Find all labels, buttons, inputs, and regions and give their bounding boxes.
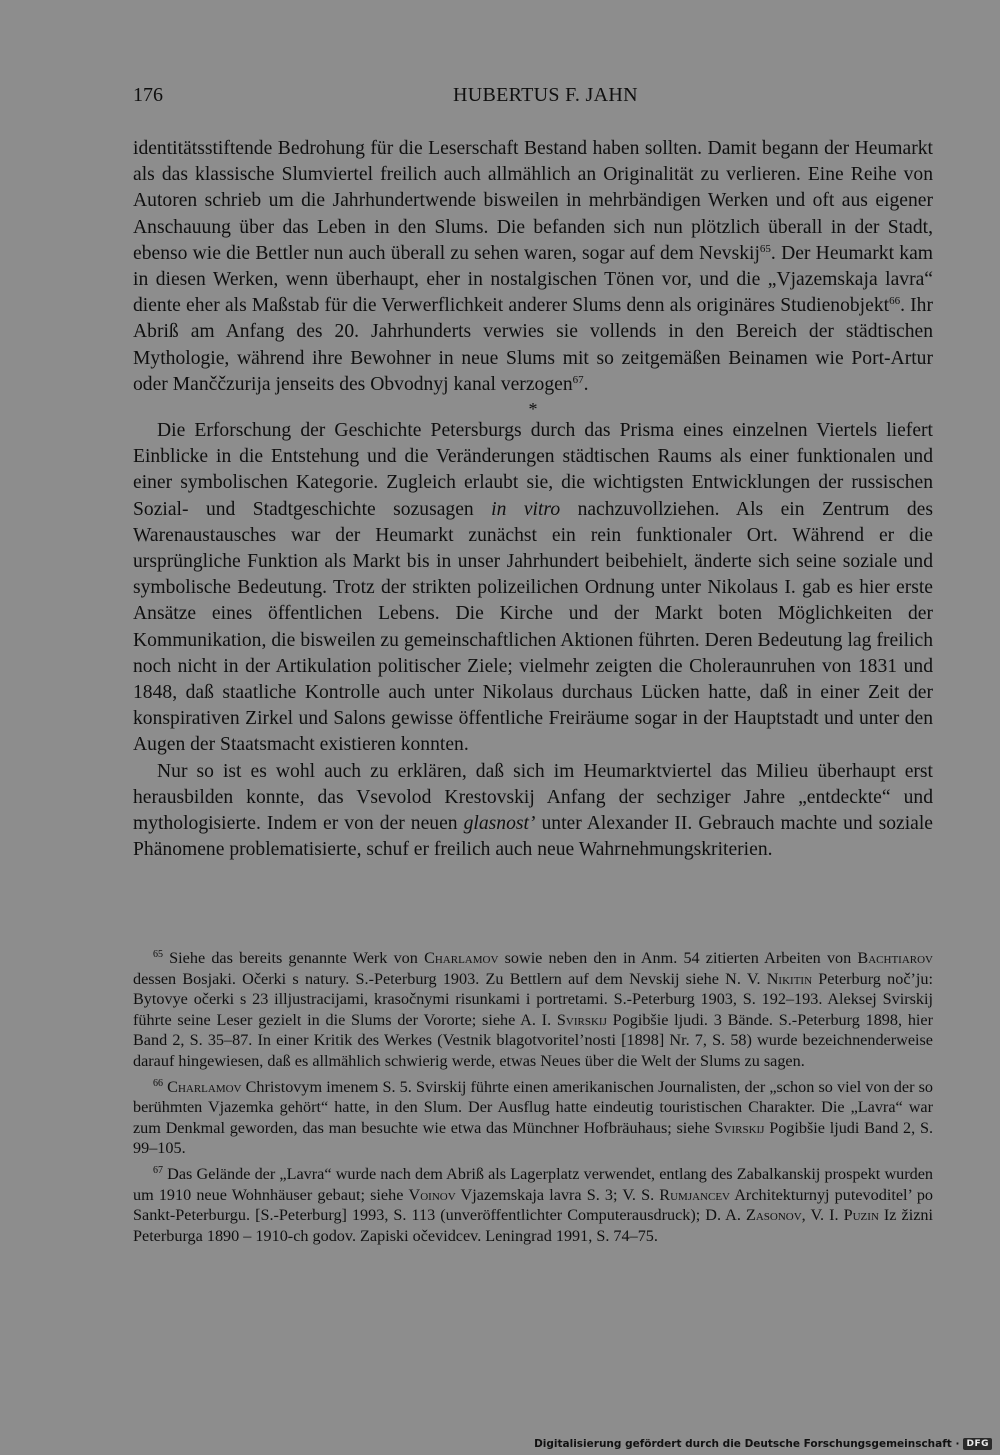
paragraph-1: identitätsstiftende Bedrohung für die Leserschaft Bestand haben sollten. Damit begann der Heumarkt als das klassische Slumviertel freilich auch allmählich an Originalität zu verlieren. Eine Reihe von Autoren schrieb um die Jahrhundertwende bisweilen in mehrbändigen Werken und oft aus eigener Anschauung über das Leben in den Slums. Die befanden sich nun plötzlich überall in der Stadt, ebenso wie die Bettler nun auch überall zu sehen waren, sogar auf dem Nevskij$^{65}$. Der Heumarkt kam in diesen Werken, wenn überhaupt, eher in nostalgischen Tönen vor, und die „Vjazemskaja lavra“ diente eher als Maßstab für die Verwerflichkeit anderer Slums denn als originäres Studienobjekt$^{66}$. Ihr Abriß am Anfang des 20. Jahrhunderts verwies sie vollends in den Bereich der städtischen Mythologie, während ihre Bewohner in neue Slums mit so zeitgemäßen Beinamen wie Port-Artur oder Manččzurija jenseits des Obvodnyj kanal verzogen$^{67}$. (133, 138, 934, 395)
dfg-banner (534, 1436, 992, 1452)
dfg-banner-text: Digitalisierung gefördert durch die Deutsche Forschungsgemeinschaft · (534, 1438, 960, 1450)
footnote-ref-66[interactable]: 66 (889, 295, 901, 308)
paragraph-2: Die Erforschung der Geschichte Petersburgs durch das Prisma eines einzelnen Viertels liefert Einblicke in die Entstehung und die Veränderungen städtischen Raums als einer funktionalen und einer symbolischen Kategorie. Zugleich erlaubt sie, die wichtigsten Entwicklungen der russischen Sozial- und Stadtgeschichte sozusagen in vitro nachzuvollziehen. Als ein Zentrum des Warenaustausches war der Heumarkt zunächst ein rein funktionaler Ort. Während er die ursprüngliche Funktion als Markt bis in unser Jahrhundert beibehielt, änderte sich seine soziale und symbolische Bedeutung. Trotz der strikten polizeilichen Ordnung unter Nikolaus I. gab es hier erste Ansätze eines öffentlichen Lebens. Die Kirche und der Markt boten Möglichkeiten der Kommunikation, die bisweilen zu gemeinschaftlichen Aktionen führten. Deren Bedeutung lag freilich noch nicht in der Artikulation politischer Ziele; vielmehr zeigten die Choleraunruhen von 1831 und 1848, daß staatliche Kontrolle auch unter Nikolaus durchaus Lücken hatte, daß in einer Zeit der konspirativen Zirkel und Salons gewisse öffentliche Freiräume sogar in der Hauptstadt und unter den Augen der Staatsmacht existieren konnten. (133, 420, 933, 756)
page-header (133, 84, 933, 114)
footnote-66: $^{66}$ Charlamov Christovym imenem S. 5. Svirskij führte einen amerikanischen Journalisten, der „schon so viel von der so berühmten Vjazemka gehört“ hatte, in den Slum. Der Ausflug hatte eindeutig touristischen Charakter. Die „Lavra“ war zum Denkmal geworden, das man besuchte wie etwa das Münchner Hofbräuhaus; siehe Svirskij Pogibšie ljudi Band 2, S. 99–105. (133, 1077, 933, 1158)
section-separator: * (528, 399, 538, 420)
body-text (133, 136, 933, 863)
paragraph-3: Nur so ist es wohl auch zu erklären, daß sich im Heumarktviertel das Milieu überhaupt erst herausbilden konnte, das Vsevolod Krestovskij Anfang der sechziger Jahre „entdeckte“ und mythologisierte. Indem er von der neuen glasnost’ unter Alexander II. Gebrauch machte und soziale Phänomene problematisierte, schuf er freilich auch neue Wahrnehmungskriterien. (133, 760, 934, 861)
running-head: HUBERTUS F. JAHN (453, 84, 638, 106)
page-number: 176 (133, 84, 163, 106)
footnote-ref-65[interactable]: 65 (759, 242, 771, 255)
dfg-logo-icon: DFG (963, 1438, 992, 1450)
footnote-67: $^{67}$ Das Gelände der „Lavra“ wurde nach dem Abriß als Lagerplatz verwendet, entlang des Zabalkanskij prospekt wurden um 1910 neue Wohnhäuser gebaut; siehe Voinov Vjazemskaja lavra S. 3; V. S. Rumjancev Architekturnyj putevoditel’ po Sankt-Peterburgu. [S.-Peterburg] 1993, S. 113 (unveröffentlichter Computerausdruck); D. A. Zasonov, V. I. Puzin Iz žizni Peterburga 1890 – 1910-ch godov. Zapiski očevidcev. Leningrad 1991, S. 74–75. (133, 1164, 934, 1245)
footnote-65: $^{65}$ Siehe das bereits genannte Werk von Charlamov sowie neben den in Anm. 54 zitierten Arbeiten von Bachtiarov dessen Bosjaki. Očerki s natury. S.-Peterburg 1903. Zu Bettlern auf dem Nevskij siehe N. V. Nikitin Peterburg noč’ju: Bytovye očerki s 23 illjustracijami, krasočnymi risunkami i portretami. S.-Peterburg 1903, S. 192–193. Aleksej Svirskij führte seine Leser gezielt in die Slums der Vororte; siehe A. I. Svirskij Pogibšie ljudi. 3 Bände. S.-Peterburg 1898, hier Band 2, S. 35–87. In einer Kritik des Werkes (Vestnik blagotvoritel’nosti [1898] Nr. 7, S. 58) wurde bezeichnenderweise darauf hingewiesen, daß es allmählich schwierig werde, etwas Neues über die Welt der Slums zu sagen. (133, 949, 933, 1070)
footnotes (133, 948, 933, 1251)
footnote-ref-67[interactable]: 67 (572, 373, 584, 386)
